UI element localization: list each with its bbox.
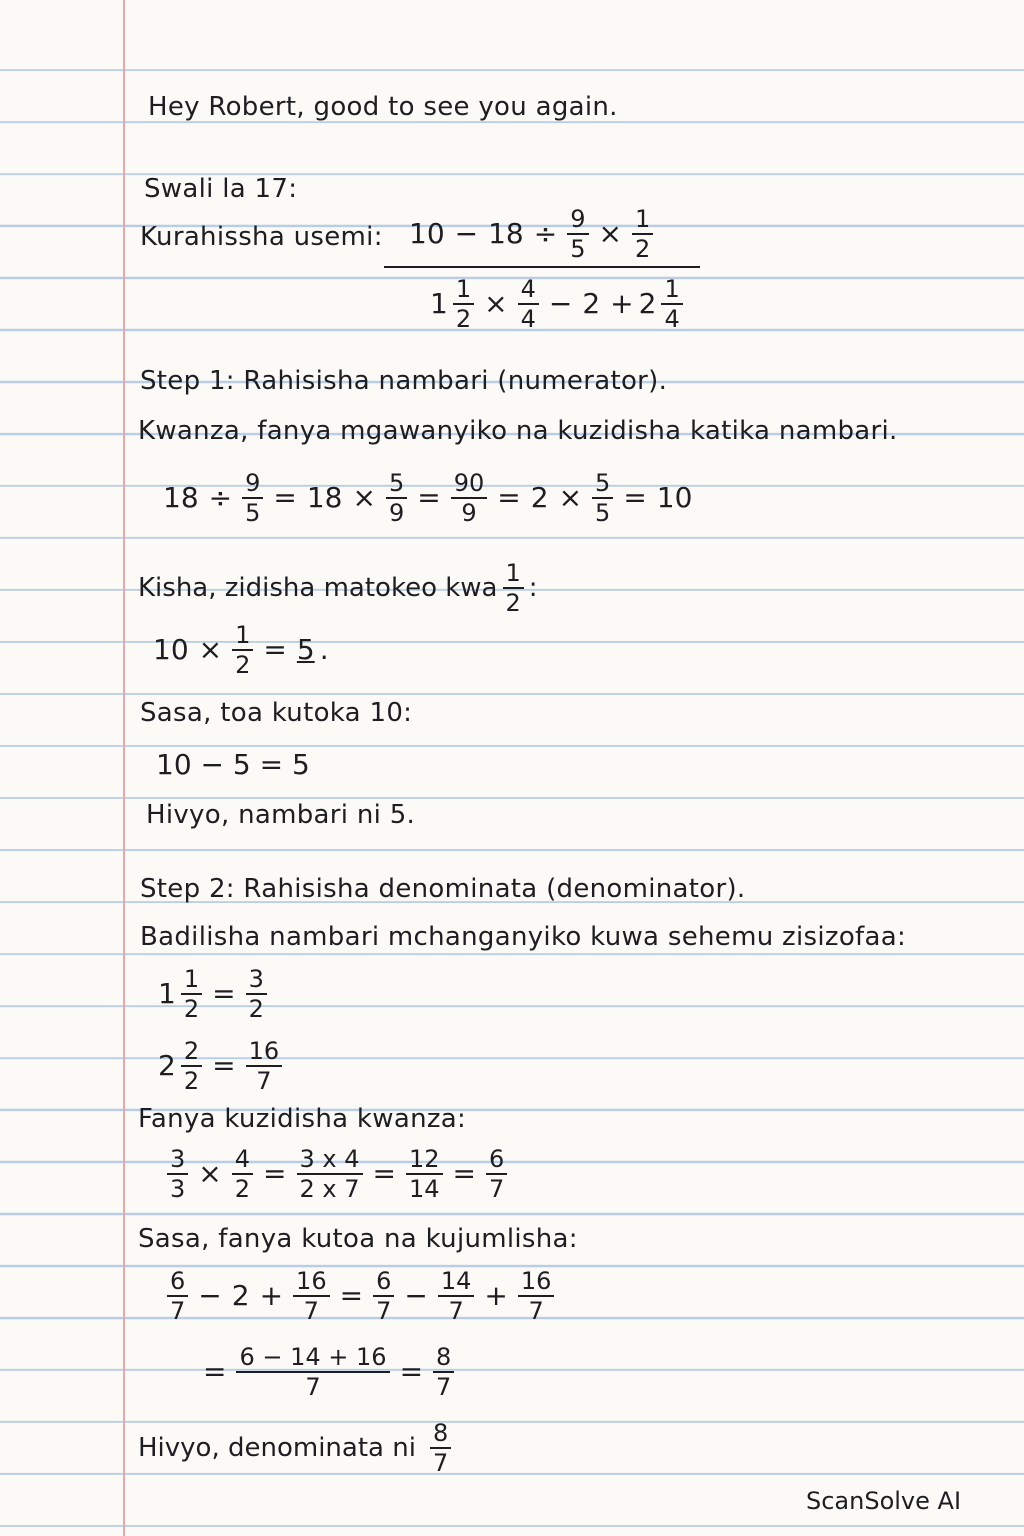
step1-equation-3: 10 − 5 = 5 — [156, 748, 310, 781]
numerator: 6 — [373, 1268, 394, 1297]
equals-sign: = — [497, 481, 521, 514]
equals-sign: = — [212, 1049, 236, 1082]
fraction — [246, 1038, 283, 1094]
denominator: 3 — [170, 1175, 186, 1203]
numerator: 1 — [503, 560, 524, 589]
expression-denominator — [430, 276, 688, 332]
conversion-1 — [158, 966, 272, 1022]
denominator: 2 — [234, 1175, 251, 1203]
result-text: Hivyo, denominata ni — [138, 1433, 416, 1463]
numerator: 2 — [181, 1038, 202, 1067]
step2-result — [138, 1420, 456, 1476]
step1-intro: Kwanza, fanya mgawanyiko na kuzidisha katika nambari. — [138, 416, 898, 446]
whole: 2 — [158, 1049, 176, 1082]
fraction — [661, 276, 682, 332]
conversion-2 — [158, 1038, 287, 1094]
fraction — [433, 1344, 454, 1400]
numerator: 3 — [167, 1146, 188, 1175]
denominator: 5 — [245, 499, 261, 527]
equals-sign: = — [623, 481, 647, 514]
numerator: 5 — [592, 470, 613, 499]
question-label: Swali la 17: — [144, 174, 298, 204]
numerator: 1 — [661, 276, 682, 305]
denominator: 14 — [408, 1175, 440, 1203]
numerator: 6 − 14 + 16 — [236, 1344, 389, 1373]
numerator: 1 — [632, 206, 653, 235]
fraction — [592, 470, 613, 526]
brand-watermark: ScanSolve AI — [806, 1487, 962, 1515]
equals-sign: = — [263, 1157, 287, 1190]
minus-sign: − — [548, 287, 573, 320]
fraction — [386, 470, 407, 526]
fraction — [167, 1268, 188, 1324]
greeting: Hey Robert, good to see you again. — [148, 92, 618, 122]
fraction — [373, 1268, 394, 1324]
numerator: 14 — [438, 1268, 475, 1297]
mixed-number — [158, 966, 207, 1022]
whole: 1 — [158, 977, 176, 1010]
denominator: 2 — [235, 651, 251, 679]
minus-sign: − — [198, 1279, 222, 1312]
denominator: 2 — [183, 1067, 200, 1095]
fraction — [232, 1146, 253, 1202]
denominator: 2 — [183, 995, 200, 1023]
denominator: 7 — [170, 1297, 186, 1325]
equals-sign: = — [203, 1355, 227, 1388]
fraction — [430, 1420, 451, 1476]
den-b: 2 — [582, 287, 601, 320]
fraction — [518, 1268, 555, 1324]
plus-sign: + — [259, 1279, 284, 1312]
step1-title: Step 1: Rahisisha nambari (numerator). — [140, 366, 668, 396]
mult-label: Fanya kuzidisha kwanza: — [138, 1104, 467, 1134]
addsub-label: Sasa, fanya kutoa na kujumlisha: — [138, 1224, 578, 1254]
denominator: 2 x 7 — [299, 1175, 360, 1203]
fraction — [503, 560, 524, 616]
value: 2 — [231, 1279, 250, 1312]
times-sign: × — [484, 287, 508, 320]
equals-sign: = — [273, 481, 297, 514]
fraction — [567, 206, 588, 262]
mixed-number — [158, 1038, 207, 1094]
numerator: 3 — [246, 966, 267, 995]
addsub-line-1 — [162, 1268, 559, 1324]
value: 2 — [530, 481, 549, 514]
whole: 2 — [638, 287, 657, 320]
numerator: 90 — [451, 470, 488, 499]
fraction — [236, 1344, 389, 1400]
denominator: 5 — [595, 499, 611, 527]
step2-intro: Badilisha nambari mchanganyiko kuwa sehemu zisizofaa: — [140, 922, 907, 952]
numerator: 4 — [232, 1146, 253, 1175]
fraction — [293, 1268, 330, 1324]
denominator: 2 — [248, 995, 264, 1023]
minus-sign: − — [454, 217, 479, 250]
numerator: 8 — [430, 1420, 451, 1449]
times-sign: × — [352, 481, 376, 514]
equals-sign: = — [263, 633, 287, 666]
fraction — [632, 206, 653, 262]
denominator: 7 — [256, 1067, 272, 1095]
fraction — [181, 966, 202, 1022]
denominator: 7 — [488, 1175, 505, 1203]
num-b: 18 — [488, 217, 524, 250]
numerator: 1 — [232, 622, 253, 651]
numerator: 6 — [167, 1268, 188, 1297]
addsub-line-2 — [198, 1344, 459, 1400]
denominator: 5 — [570, 235, 586, 263]
subtract-label: Sasa, toa kutoka 10: — [140, 698, 413, 728]
equals-sign: = — [399, 1355, 424, 1388]
denominator: 7 — [432, 1449, 449, 1477]
value: 10 — [153, 633, 189, 666]
equals-sign: = — [372, 1157, 396, 1190]
dot: . — [319, 633, 329, 666]
fraction — [518, 276, 539, 332]
equals-sign: = — [417, 481, 441, 514]
minus-sign: − — [404, 1279, 428, 1312]
times-sign: × — [198, 1157, 222, 1190]
numerator: 4 — [518, 276, 539, 305]
times-sign: × — [598, 217, 622, 250]
fraction — [297, 1146, 363, 1202]
fraction — [242, 470, 263, 526]
numerator: 8 — [433, 1344, 454, 1373]
mixed-number — [639, 276, 688, 332]
colon: : — [528, 573, 538, 603]
step1-result: Hivyo, nambari ni 5. — [146, 800, 416, 830]
then-text: Kisha, zidisha matokeo kwa — [138, 573, 498, 603]
numerator: 1 — [453, 276, 474, 305]
numerator: 12 — [406, 1146, 443, 1175]
denominator: 4 — [520, 305, 536, 333]
num-a: 10 — [409, 217, 445, 250]
fraction — [406, 1146, 443, 1202]
plus-sign: + — [484, 1279, 508, 1312]
numerator: 1 — [181, 966, 202, 995]
denominator: 7 — [448, 1297, 464, 1325]
fraction — [232, 622, 253, 678]
numerator: 16 — [518, 1268, 555, 1297]
main-fraction-bar — [384, 266, 700, 268]
fraction — [451, 470, 488, 526]
fraction — [453, 276, 474, 332]
step1-equation-2 — [148, 622, 329, 678]
times-sign: × — [558, 481, 583, 514]
step2-title: Step 2: Rahisisha denominata (denominator). — [140, 874, 746, 904]
divide-sign: ÷ — [533, 217, 558, 250]
mixed-number — [430, 276, 479, 332]
numerator: 6 — [486, 1146, 507, 1175]
fraction — [181, 1038, 202, 1094]
value: 18 — [306, 481, 343, 514]
fraction — [246, 966, 267, 1022]
result: 5 — [296, 633, 315, 666]
step1-equation-1 — [158, 470, 697, 526]
fraction — [486, 1146, 507, 1202]
divide-sign: ÷ — [208, 481, 233, 514]
denominator: 7 — [305, 1373, 321, 1401]
numerator: 16 — [293, 1268, 330, 1297]
margin-line — [123, 0, 125, 1536]
denominator: 2 — [634, 235, 651, 263]
fraction — [167, 1146, 188, 1202]
denominator: 9 — [388, 499, 405, 527]
denominator: 7 — [528, 1297, 544, 1325]
equals-sign: = — [452, 1157, 476, 1190]
denominator: 2 — [455, 305, 472, 333]
numerator: 3 x 4 — [297, 1146, 363, 1175]
numerator: 16 — [246, 1038, 283, 1067]
plus-sign: + — [610, 287, 634, 320]
denominator: 9 — [461, 499, 477, 527]
numerator: 9 — [567, 206, 588, 235]
denominator: 4 — [664, 305, 680, 333]
fraction — [438, 1268, 475, 1324]
numerator: 9 — [242, 470, 263, 499]
result: 10 — [656, 481, 693, 514]
denominator: 7 — [376, 1297, 392, 1325]
step1-then-line — [138, 560, 538, 616]
numerator: 5 — [386, 470, 407, 499]
equals-sign: = — [339, 1279, 364, 1312]
multiplication — [162, 1146, 512, 1202]
expression-numerator — [404, 206, 658, 262]
equals-sign: = — [212, 977, 236, 1010]
denominator: 7 — [303, 1297, 319, 1325]
whole: 1 — [430, 287, 448, 320]
times-sign: × — [198, 633, 223, 666]
denominator: 2 — [505, 589, 521, 617]
denominator: 7 — [436, 1373, 452, 1401]
instruction: Kurahissha usemi: — [140, 222, 383, 252]
value: 18 — [163, 481, 199, 514]
